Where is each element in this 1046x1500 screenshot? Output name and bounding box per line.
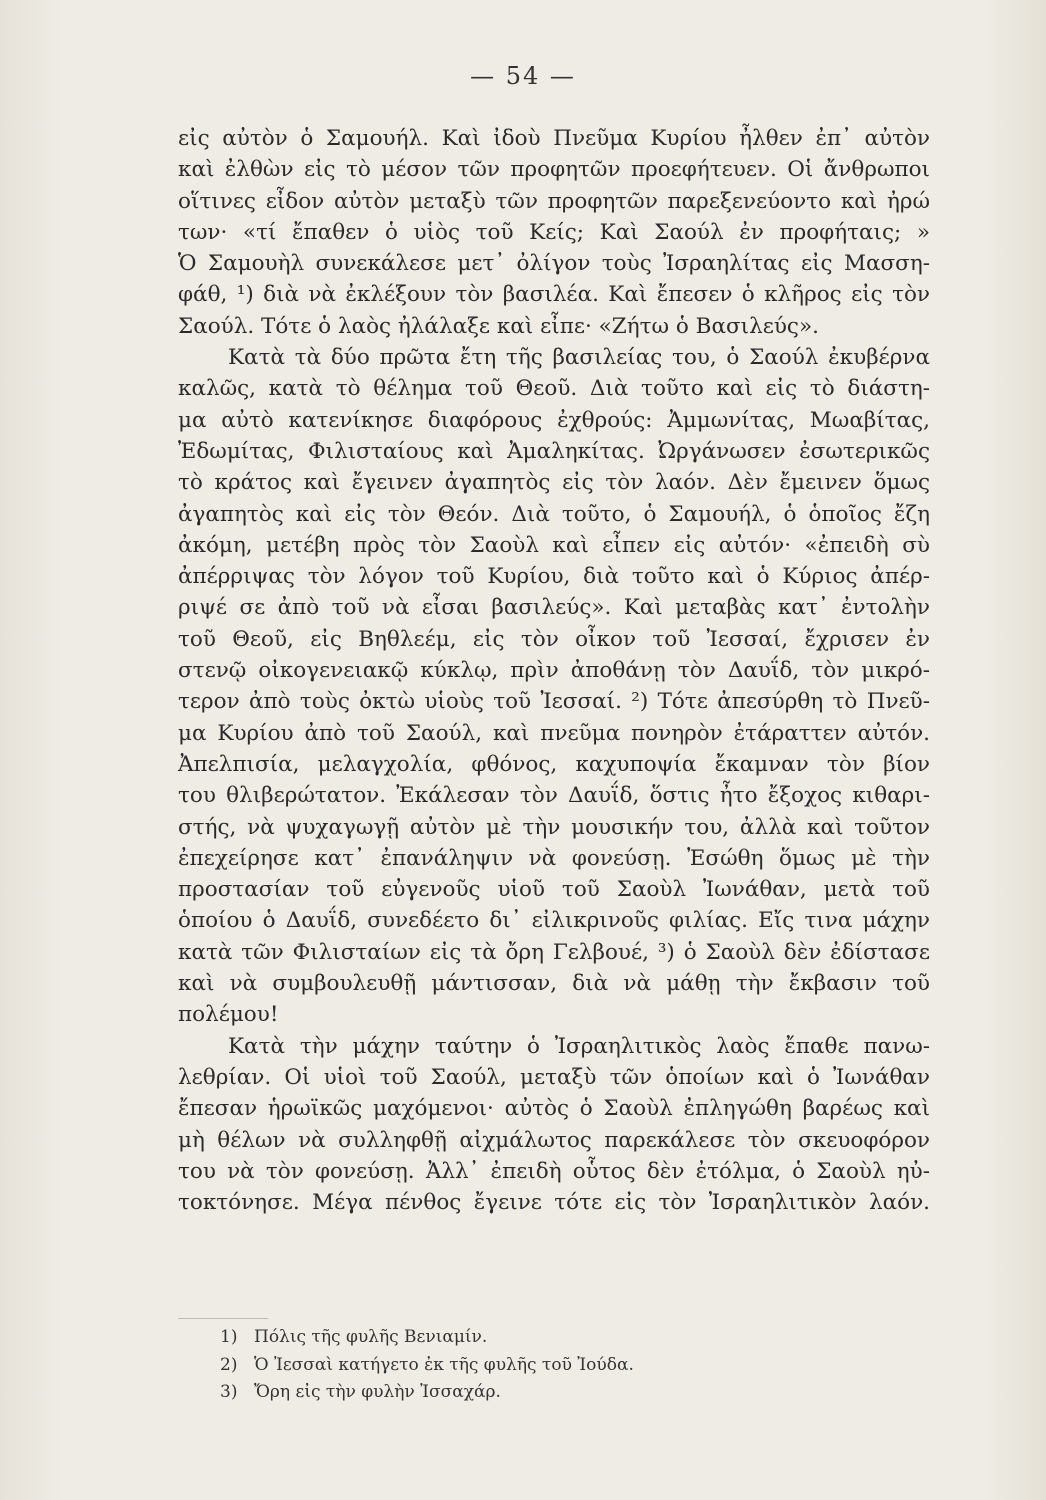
text-line: κατὰ τῶν Φιλισταίων εἰς τὰ ὄρη Γελβουέ, ³) ὁ Σαοὺλ δὲν ἐδίστασε xyxy=(178,939,930,965)
text-line: φάθ, ¹) διὰ νὰ ἐκλέξουν τὸν βασιλέα. Καὶ ἔπεσεν ὁ κλῆρος εἰς τὸν xyxy=(178,282,930,308)
text-line: Ἐδωμίτας, Φιλισταίους καὶ Ἀμαληκίτας. Ὠργάνωσεν ἐσωτερικῶς xyxy=(178,438,930,464)
text-line: ἐπεχείρησε κατ᾽ ἐπανάληψιν νὰ φονεύσῃ. Ἐσώθη ὅμως μὲ τὴν xyxy=(178,845,930,871)
text-line: στής, νὰ ψυχαγωγῇ αὐτὸν μὲ τὴν μουσικήν του, ἀλλὰ καὶ τοῦτον xyxy=(178,814,930,840)
footnote-number: 3) xyxy=(220,1382,238,1402)
text-line: Ἀπελπισία, μελαγχολία, φθόνος, καχυποψία ἔκαμναν τὸν βίον xyxy=(178,751,930,777)
text-line: τὸ κράτος καὶ ἔγεινεν ἀγαπητὸς εἰς τὸν λαόν. Δὲν ἔμεινεν ὅμως xyxy=(178,470,930,496)
text-line: μα Κυρίου ἀπὸ τοῦ Σαούλ, καὶ πνεῦμα πονηρὸν ἐτάραττεν αὐτόν. xyxy=(178,720,930,746)
text-line: καὶ ἐλθὼν εἰς τὸ μέσον τῶν προφητῶν προεφήτευεν. Οἱ ἄνθρωποι xyxy=(178,157,930,183)
footnote xyxy=(220,1379,820,1407)
footnotes xyxy=(220,1324,820,1407)
text-line: ἀγαπητὸς καὶ εἰς τὸν Θεόν. Διὰ τοῦτο, ὁ Σαμουήλ, ὁ ὁποῖος ἔζη xyxy=(178,501,930,527)
text-line: τοῦ Θεοῦ, εἰς Βηθλεέμ, εἰς τὸν οἶκον τοῦ Ἰεσσαί, ἔχρισεν ἐν xyxy=(178,626,930,652)
text-line: ριψέ σε ἀπὸ τοῦ νὰ εἶσαι βασιλεύς». Καὶ μεταβὰς κατ᾽ ἐντολὴν xyxy=(178,595,930,621)
text-line: προστασίαν τοῦ εὐγενοῦς υἱοῦ τοῦ Σαοὺλ Ἰωνάθαν, μετὰ τοῦ xyxy=(178,877,930,903)
footnote-text: Πόλις τῆς φυλῆς Βενιαμίν. xyxy=(254,1327,488,1347)
text-line: καλῶς, κατὰ τὸ θέλημα τοῦ Θεοῦ. Διὰ τοῦτο καὶ εἰς τὸ διάστη- xyxy=(178,376,930,402)
text-line: εἰς αὐτὸν ὁ Σαμουήλ. Καὶ ἰδοὺ Πνεῦμα Κυρίου ἦλθεν ἐπ᾽ αὐτὸν xyxy=(178,126,930,151)
text-line: λεθρίαν. Οἱ υἱοὶ τοῦ Σαούλ, μεταξὺ τῶν ὁποίων καὶ ὁ Ἰωνάθαν xyxy=(178,1064,930,1090)
text-line: Κατὰ τὴν μάχην ταύτην ὁ Ἰσραηλιτικὸς λαὸς ἔπαθε πανω- xyxy=(228,1033,930,1059)
text-line: του νὰ τὸν φονεύσῃ. Ἀλλ᾽ ἐπειδὴ οὗτος δὲν ἐτόλμα, ὁ Σαοὺλ ηὐ- xyxy=(178,1158,930,1184)
text-line: τοκτόνησε. Μέγα πένθος ἔγεινε τότε εἰς τὸν Ἰσραηλιτικὸν λαόν. xyxy=(178,1190,930,1216)
text-line: Σαούλ. Τότε ὁ λαὸς ἠλάλαξε καὶ εἶπε· «Ζήτω ὁ Βασιλεύς». xyxy=(178,313,819,339)
footnote-number: 1) xyxy=(220,1327,238,1347)
text-line: οἵτινες εἶδον αὐτὸν μεταξὺ τῶν προφητῶν παρεξενεύοντο καὶ ἠρώ xyxy=(178,188,930,214)
footnote xyxy=(220,1352,820,1380)
text-line: ἀπέρριψας τὸν λόγον τοῦ Κυρίου, διὰ τοῦτο καὶ ὁ Κύριος ἀπέρ- xyxy=(178,564,930,590)
footnote xyxy=(220,1324,820,1352)
text-line: τερον ἀπὸ τοὺς ὀκτὼ υἱοὺς τοῦ Ἰεσσαί. ²) Τότε ἀπεσύρθη τὸ Πνεῦ- xyxy=(178,689,930,715)
text-line: του θλιβερώτατον. Ἐκάλεσαν τὸν Δαυΐδ, ὅστις ἦτο ἔξοχος κιθαρι- xyxy=(178,783,930,809)
text-line: ἀκόμη, μετέβη πρὸς τὸν Σαοὺλ καὶ εἶπεν εἰς αὐτόν· «ἐπειδὴ σὺ xyxy=(178,532,930,558)
text-line: πολέμου! xyxy=(178,1002,279,1028)
text-line: Κατὰ τὰ δύο πρῶτα ἔτη τῆς βασιλείας του, ὁ Σαούλ ἐκυβέρνα xyxy=(228,345,930,371)
text-line: καὶ νὰ συμβουλευθῇ μάντισσαν, διὰ νὰ μάθῃ τὴν ἔκβασιν τοῦ xyxy=(178,971,930,997)
footnote-number: 2) xyxy=(220,1354,238,1375)
text-line: ἔπεσαν ἡρωϊκῶς μαχόμενοι· αὐτὸς ὁ Σαοὺλ ἐπληγώθη βαρέως καὶ xyxy=(178,1096,930,1122)
footnote-text: Ὁ Ἰεσσαὶ κατήγετο ἐκ τῆς φυλῆς τοῦ Ἰούδα. xyxy=(254,1354,634,1375)
body-text xyxy=(178,123,930,1218)
text-line: των· «τί ἔπαθεν ὁ υἱὸς τοῦ Κείς; Καὶ Σαούλ ἐν προφήταις; » xyxy=(178,219,930,245)
text-line: μὴ θέλων νὰ συλληφθῇ αἰχμάλωτος παρεκάλεσε τὸν σκευοφόρον xyxy=(178,1127,930,1153)
page-number: — 54 — xyxy=(470,62,576,90)
text-line: στενῷ οἰκογενειακῷ κύκλῳ, πρὶν ἀποθάνῃ τὸν Δαυΐδ, τὸν μικρό- xyxy=(178,658,930,684)
text-line: Ὁ Σαμουὴλ συνεκάλεσε μετ᾽ ὀλίγον τοὺς Ἰσραηλίτας εἰς Μασση- xyxy=(178,251,930,277)
text-line: ὁποίου ὁ Δαυΐδ, συνεδέετο δι᾽ εἰλικρινοῦς φιλίας. Εἴς τινα μάχην xyxy=(178,908,930,934)
footnote-rule xyxy=(178,1318,268,1319)
footnote-text: Ὄρη εἰς τὴν φυλὴν Ἰσσαχάρ. xyxy=(254,1382,501,1402)
text-line: μα αὐτὸ κατενίκησε διαφόρους ἐχθρούς: Ἀμμωνίτας, Μωαβίτας, xyxy=(178,407,930,433)
